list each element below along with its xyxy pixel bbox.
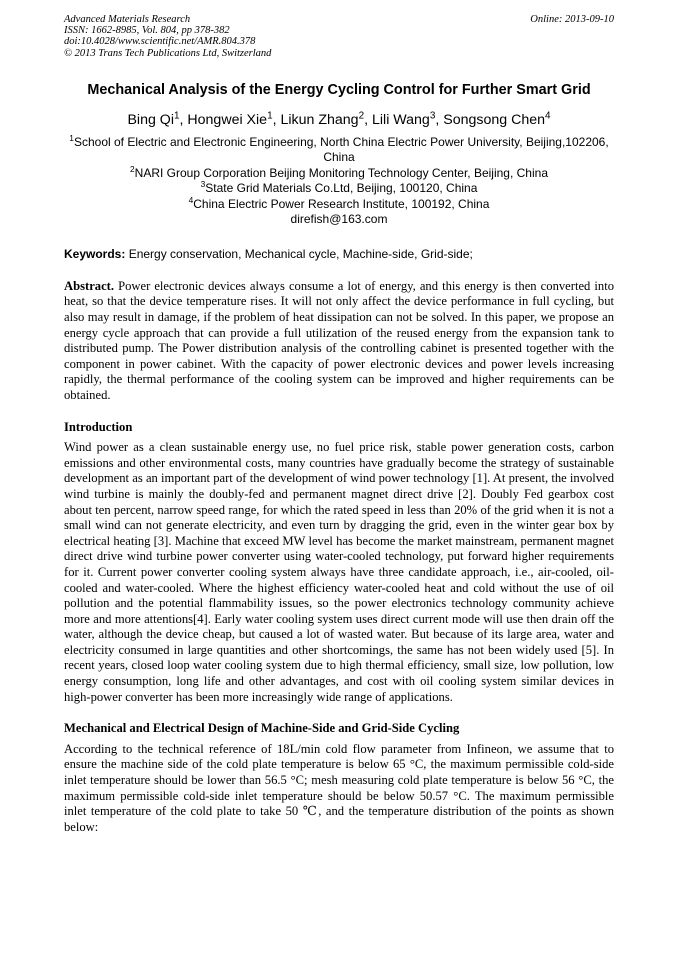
keywords bbox=[64, 247, 614, 262]
author-name: Bing Qi bbox=[127, 111, 174, 128]
affiliation-text: China Electric Power Research Institute, 100192, China bbox=[193, 196, 490, 211]
affiliation-list bbox=[64, 132, 614, 228]
author-affiliation-mark: 1 bbox=[267, 110, 273, 122]
author bbox=[280, 112, 372, 128]
author-name: Hongwei Xie bbox=[187, 111, 268, 128]
abstract-text: Power electronic devices always consume a lot of energy, and this energy is then converted into heat, so that the device temperature rises. It will not only affect the device performance in full cycling, but also may result in damage, if the problem of heat dissipation can not be solved. In this paper, we propose an energy cycle approach that can provide a full utilization of the reused energy from the expansion tank to distributed pump. The Power distribution analysis of the controlling cabinet is presented together with the component in power cabinet. With the capacity of power electronic devices and power levels increasing rapidly, the thermal performance of the cooling system can be improved and higher requirements can be obtained. bbox=[64, 278, 614, 402]
section-heading-introduction: Introduction bbox=[64, 419, 133, 434]
abstract bbox=[64, 279, 614, 404]
author-name: Songsong Chen bbox=[443, 111, 546, 128]
author-affiliation-mark: 1 bbox=[173, 110, 180, 122]
journal-name: Advanced Materials Research bbox=[64, 14, 191, 25]
affiliation-text: State Grid Materials Co.Ltd, Beijing, 100120, China bbox=[205, 181, 478, 196]
affiliation bbox=[64, 194, 614, 213]
author-separator: , bbox=[364, 111, 372, 128]
author-separator: , bbox=[272, 111, 281, 128]
author-affiliation-mark: 3 bbox=[429, 110, 436, 122]
author bbox=[187, 112, 280, 128]
online-date: Online: 2013-09-10 bbox=[530, 14, 614, 25]
affiliation-text: School of Electric and Electronic Engineering, North China Electric Power University, Beijing,102206, China bbox=[73, 134, 609, 165]
paper-title: Mechanical Analysis of the Energy Cycling Control for Further Smart Grid bbox=[87, 81, 591, 98]
affiliation bbox=[64, 163, 614, 182]
issn-line: ISSN: 1662-8985, Vol. 804, pp 378-382 bbox=[64, 25, 230, 37]
affiliation-mark: 2 bbox=[129, 163, 135, 174]
author-name: Lili Wang bbox=[372, 111, 430, 128]
author bbox=[443, 112, 550, 128]
copyright-line: © 2013 Trans Tech Publications Ltd, Switzerland bbox=[64, 47, 272, 59]
author bbox=[127, 112, 187, 128]
section-body-introduction: Wind power as a clean sustainable energy use, no fuel price risk, stable power generation costs, carbon emissions and other environmental costs, many countries have gradually become the strategy of sustainable development as an important part of the development of wind power technology [1]. At present, the involved wind turbine is mainly the doubly-fed and permanent magnet direct drive [2]. Doubly Fed gearbox cost about ten percent, narrow speed range, for which the rated speed in less than 20% of the grid when it is not a small wind can not generate electricity, and even turn by dragging the grid, even in the winter gear box by electrical heating [3]. Machine that exceed MW level has become the market mainstream, permanent magnet direct drive wind turbine power converter using water-cooled technology, put forward higher requirements for it. Current power converter cooling system always have three candidate approach, i.e., air-cooled, oil-cooled and water-cooled. Where the highest efficiency water-cooled heat and cold without the use of oil pollution and the potential flammability issues, so the power electronics technology community achieve more and more attentions[4]. Early water cooling system uses direct current mode will use then drain off the water, although the device cheap, but caused a lot of wasted water. But because of its large area, water and electricity consumed in large quantities and other shortcomings, the same has not been widely used [5]. In recent years, closed loop water cooling system due to high thermal efficiency, small size, low pollution, low energy consumption, long life and other advantages, and cost with oil cooling system similar devices in high-power converter has been more increasingly wide range of applications. bbox=[64, 440, 614, 704]
author-list bbox=[64, 112, 614, 129]
keywords-label: Keywords: bbox=[64, 246, 126, 261]
author-affiliation-mark: 2 bbox=[358, 110, 365, 122]
abstract-label: Abstract. bbox=[64, 278, 115, 293]
doi-line: doi:10.4028/www.scientific.net/AMR.804.378 bbox=[64, 36, 256, 48]
author-email[interactable]: direfish@163.com bbox=[290, 212, 388, 227]
journal-header bbox=[64, 14, 614, 59]
keywords-text: Energy conservation, Mechanical cycle, Machine-side, Grid-side; bbox=[128, 246, 473, 261]
author-affiliation-mark: 4 bbox=[545, 110, 551, 122]
affiliation-text: NARI Group Corporation Beijing Monitoring Technology Center, Beijing, China bbox=[134, 165, 548, 180]
author-separator: , bbox=[435, 111, 444, 128]
author-separator: , bbox=[179, 111, 188, 128]
affiliation bbox=[64, 132, 614, 166]
affiliation-mark: 4 bbox=[188, 194, 194, 205]
affiliation-mark: 3 bbox=[200, 179, 206, 190]
author bbox=[372, 112, 443, 128]
author-name: Likun Zhang bbox=[280, 111, 359, 128]
section-heading-mechanical-design: Mechanical and Electrical Design of Machine-Side and Grid-Side Cycling bbox=[64, 721, 460, 736]
section-body-mechanical-design: According to the technical reference of 18L/min cold flow parameter from Infineon, we assume that to ensure the machine side of the cold plate temperature is below 65 °C, the maximum permissible cold-side inlet temperature should be lower than 56.5 °C; mesh measuring cold plate temperature is below 56 °C, the maximum permissible cold-side inlet temperature should be below 50.57 °C. The maximum permissible inlet temperature of the cold plate to take 50 ℃, and the temperature distribution of the points as shown below: bbox=[64, 741, 614, 834]
affiliation-mark: 1 bbox=[69, 132, 74, 143]
affiliation bbox=[64, 181, 614, 197]
